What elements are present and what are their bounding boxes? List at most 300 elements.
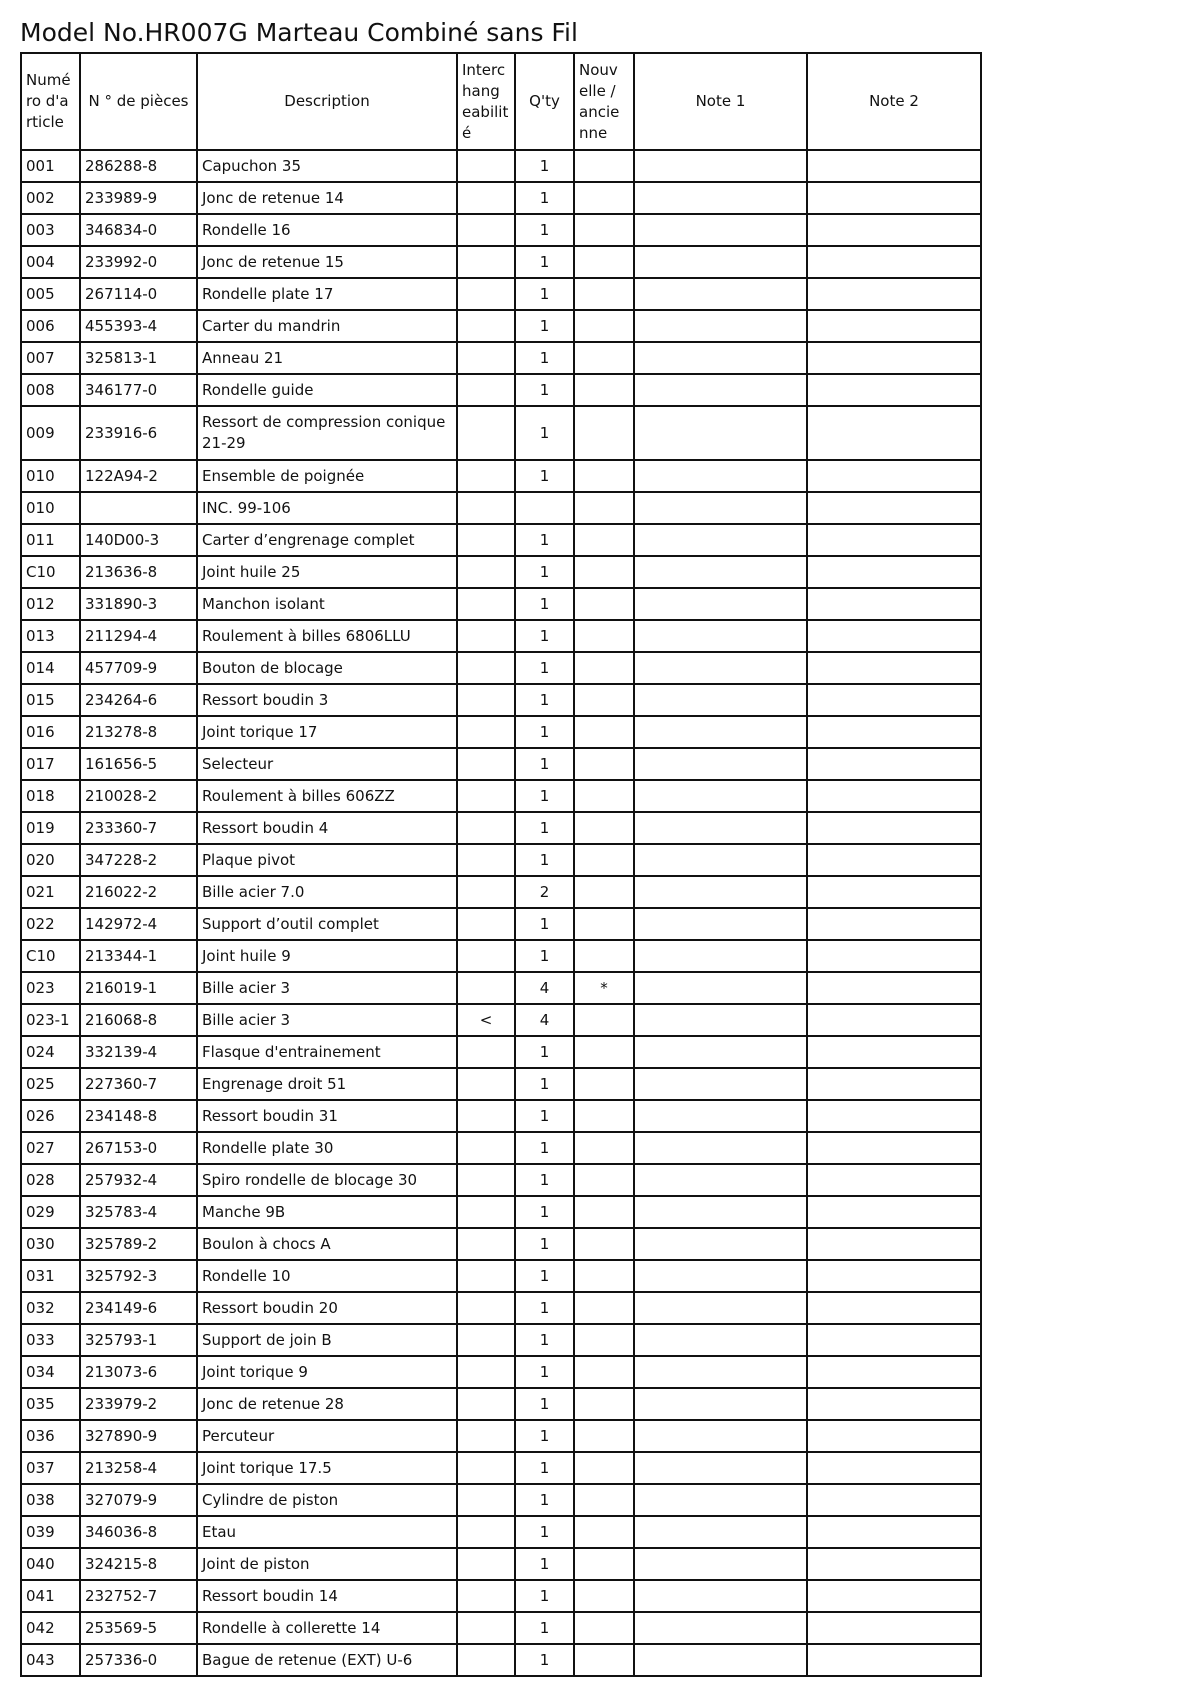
cell-note-2 (807, 492, 981, 524)
cell-note-1 (634, 1100, 807, 1132)
header-new-old: Nouv elle / ancie nne (574, 53, 634, 150)
cell-item-number: 006 (21, 310, 80, 342)
cell-note-1 (634, 1228, 807, 1260)
cell-item-number: 005 (21, 278, 80, 310)
cell-part-number: 325783-4 (80, 1196, 197, 1228)
table-row (21, 406, 981, 460)
cell-note-2 (807, 1132, 981, 1164)
cell-part-number: 234264-6 (80, 684, 197, 716)
table-row (21, 780, 981, 812)
cell-note-1 (634, 588, 807, 620)
cell-item-number: 038 (21, 1484, 80, 1516)
cell-description: Boulon à chocs A (197, 1228, 457, 1260)
cell-quantity: 1 (515, 1484, 574, 1516)
cell-quantity: 1 (515, 406, 574, 460)
cell-new-old (574, 780, 634, 812)
cell-note-2 (807, 716, 981, 748)
cell-part-number: 210028-2 (80, 780, 197, 812)
table-row (21, 214, 981, 246)
cell-description: Bouton de blocage (197, 652, 457, 684)
cell-note-1 (634, 1644, 807, 1676)
table-row (21, 876, 981, 908)
cell-note-2 (807, 1548, 981, 1580)
header-note-1: Note 1 (634, 53, 807, 150)
cell-description: Etau (197, 1516, 457, 1548)
cell-description: Support de join B (197, 1324, 457, 1356)
cell-item-number: 002 (21, 182, 80, 214)
cell-description: Bille acier 3 (197, 972, 457, 1004)
cell-quantity: 2 (515, 876, 574, 908)
cell-part-number: 213278-8 (80, 716, 197, 748)
cell-new-old (574, 1196, 634, 1228)
cell-quantity: 1 (515, 524, 574, 556)
cell-quantity: 1 (515, 1228, 574, 1260)
cell-part-number: 327079-9 (80, 1484, 197, 1516)
cell-description: Support d’outil complet (197, 908, 457, 940)
cell-note-2 (807, 1612, 981, 1644)
cell-part-number: 257932-4 (80, 1164, 197, 1196)
cell-quantity: 1 (515, 1260, 574, 1292)
cell-note-2 (807, 876, 981, 908)
cell-new-old (574, 588, 634, 620)
cell-new-old (574, 492, 634, 524)
cell-note-1 (634, 374, 807, 406)
cell-interchangeability (457, 844, 515, 876)
cell-note-1 (634, 310, 807, 342)
cell-description: Bille acier 3 (197, 1004, 457, 1036)
cell-interchangeability (457, 1068, 515, 1100)
table-row (21, 246, 981, 278)
cell-note-1 (634, 1356, 807, 1388)
cell-interchangeability (457, 278, 515, 310)
cell-note-2 (807, 1516, 981, 1548)
cell-note-1 (634, 908, 807, 940)
cell-interchangeability (457, 182, 515, 214)
cell-part-number: 253569-5 (80, 1612, 197, 1644)
cell-part-number: 346036-8 (80, 1516, 197, 1548)
cell-description: Joint huile 25 (197, 556, 457, 588)
cell-note-1 (634, 246, 807, 278)
table-row (21, 310, 981, 342)
cell-new-old (574, 716, 634, 748)
cell-description: Joint huile 9 (197, 940, 457, 972)
table-row (21, 150, 981, 182)
cell-new-old (574, 908, 634, 940)
cell-description: Ressort boudin 3 (197, 684, 457, 716)
cell-part-number: 233916-6 (80, 406, 197, 460)
cell-note-2 (807, 652, 981, 684)
cell-part-number: 267153-0 (80, 1132, 197, 1164)
cell-new-old: * (574, 972, 634, 1004)
table-row (21, 1036, 981, 1068)
cell-item-number: 025 (21, 1068, 80, 1100)
cell-note-2 (807, 1164, 981, 1196)
cell-item-number: 016 (21, 716, 80, 748)
cell-note-1 (634, 684, 807, 716)
cell-quantity: 1 (515, 150, 574, 182)
cell-part-number: 211294-4 (80, 620, 197, 652)
cell-new-old (574, 182, 634, 214)
table-row (21, 1484, 981, 1516)
cell-quantity: 1 (515, 908, 574, 940)
cell-item-number: 039 (21, 1516, 80, 1548)
cell-new-old (574, 1132, 634, 1164)
cell-item-number: 011 (21, 524, 80, 556)
cell-new-old (574, 556, 634, 588)
cell-part-number: 232752-7 (80, 1580, 197, 1612)
cell-description: Capuchon 35 (197, 150, 457, 182)
cell-part-number: 267114-0 (80, 278, 197, 310)
cell-item-number: C10 (21, 940, 80, 972)
cell-item-number: 008 (21, 374, 80, 406)
cell-description: INC. 99-106 (197, 492, 457, 524)
cell-new-old (574, 1260, 634, 1292)
cell-description: Ressort boudin 20 (197, 1292, 457, 1324)
cell-part-number: 233360-7 (80, 812, 197, 844)
cell-interchangeability (457, 1292, 515, 1324)
cell-part-number: 216019-1 (80, 972, 197, 1004)
cell-item-number: 037 (21, 1452, 80, 1484)
cell-item-number: 001 (21, 150, 80, 182)
cell-note-1 (634, 182, 807, 214)
cell-part-number: 227360-7 (80, 1068, 197, 1100)
cell-quantity: 1 (515, 182, 574, 214)
table-row (21, 1644, 981, 1676)
cell-new-old (574, 876, 634, 908)
cell-item-number: 034 (21, 1356, 80, 1388)
cell-quantity: 1 (515, 1452, 574, 1484)
cell-description: Anneau 21 (197, 342, 457, 374)
cell-item-number: 015 (21, 684, 80, 716)
cell-description: Flasque d'entrainement (197, 1036, 457, 1068)
cell-new-old (574, 310, 634, 342)
cell-item-number: 014 (21, 652, 80, 684)
cell-item-number: 029 (21, 1196, 80, 1228)
cell-interchangeability (457, 652, 515, 684)
cell-note-2 (807, 620, 981, 652)
cell-item-number: 042 (21, 1612, 80, 1644)
cell-quantity: 1 (515, 780, 574, 812)
cell-part-number: 347228-2 (80, 844, 197, 876)
cell-interchangeability (457, 1356, 515, 1388)
cell-quantity: 1 (515, 342, 574, 374)
cell-note-2 (807, 812, 981, 844)
cell-item-number: 022 (21, 908, 80, 940)
table-row (21, 556, 981, 588)
table-header-row (21, 53, 981, 150)
cell-note-1 (634, 1196, 807, 1228)
table-row (21, 1324, 981, 1356)
cell-new-old (574, 1388, 634, 1420)
cell-note-2 (807, 150, 981, 182)
cell-interchangeability (457, 374, 515, 406)
cell-description: Selecteur (197, 748, 457, 780)
table-row (21, 972, 981, 1004)
cell-part-number: 233989-9 (80, 182, 197, 214)
cell-description: Rondelle plate 17 (197, 278, 457, 310)
cell-note-2 (807, 1036, 981, 1068)
cell-quantity: 1 (515, 716, 574, 748)
cell-note-1 (634, 278, 807, 310)
cell-part-number: 216068-8 (80, 1004, 197, 1036)
cell-note-2 (807, 1324, 981, 1356)
cell-new-old (574, 1452, 634, 1484)
table-row (21, 278, 981, 310)
cell-note-2 (807, 1484, 981, 1516)
cell-part-number: 455393-4 (80, 310, 197, 342)
cell-item-number: 041 (21, 1580, 80, 1612)
cell-note-2 (807, 684, 981, 716)
cell-interchangeability (457, 940, 515, 972)
table-row (21, 1452, 981, 1484)
cell-item-number: 024 (21, 1036, 80, 1068)
cell-interchangeability: < (457, 1004, 515, 1036)
cell-item-number: 010 (21, 492, 80, 524)
cell-note-2 (807, 780, 981, 812)
cell-item-number: 012 (21, 588, 80, 620)
cell-interchangeability (457, 406, 515, 460)
cell-quantity: 1 (515, 1068, 574, 1100)
table-row (21, 1068, 981, 1100)
cell-quantity: 4 (515, 1004, 574, 1036)
cell-interchangeability (457, 972, 515, 1004)
cell-note-1 (634, 1132, 807, 1164)
cell-interchangeability (457, 812, 515, 844)
cell-quantity: 1 (515, 1100, 574, 1132)
header-interchangeability: Interc hang eabilit é (457, 53, 515, 150)
cell-quantity: 1 (515, 684, 574, 716)
cell-description: Bille acier 7.0 (197, 876, 457, 908)
cell-new-old (574, 1580, 634, 1612)
cell-interchangeability (457, 1196, 515, 1228)
cell-note-2 (807, 278, 981, 310)
cell-part-number: 216022-2 (80, 876, 197, 908)
table-row (21, 716, 981, 748)
cell-note-1 (634, 940, 807, 972)
cell-quantity: 1 (515, 1036, 574, 1068)
cell-quantity (515, 492, 574, 524)
cell-interchangeability (457, 716, 515, 748)
header-part-number: N ° de pièces (80, 53, 197, 150)
parts-table-body (21, 150, 981, 1676)
table-row (21, 1228, 981, 1260)
table-row (21, 1388, 981, 1420)
cell-part-number: 325793-1 (80, 1324, 197, 1356)
cell-note-2 (807, 1196, 981, 1228)
cell-description: Carter du mandrin (197, 310, 457, 342)
cell-new-old (574, 748, 634, 780)
cell-description: Ressort boudin 14 (197, 1580, 457, 1612)
cell-note-1 (634, 716, 807, 748)
cell-description: Carter d’engrenage complet (197, 524, 457, 556)
cell-part-number: 213073-6 (80, 1356, 197, 1388)
cell-part-number: 346834-0 (80, 214, 197, 246)
cell-note-2 (807, 342, 981, 374)
cell-new-old (574, 1516, 634, 1548)
cell-interchangeability (457, 246, 515, 278)
cell-note-2 (807, 748, 981, 780)
cell-quantity: 1 (515, 812, 574, 844)
cell-quantity: 1 (515, 310, 574, 342)
header-note-2: Note 2 (807, 53, 981, 150)
cell-note-2 (807, 844, 981, 876)
cell-quantity: 1 (515, 1612, 574, 1644)
cell-item-number: 030 (21, 1228, 80, 1260)
cell-item-number: 043 (21, 1644, 80, 1676)
cell-part-number: 346177-0 (80, 374, 197, 406)
cell-interchangeability (457, 342, 515, 374)
cell-description: Roulement à billes 6806LLU (197, 620, 457, 652)
cell-interchangeability (457, 1644, 515, 1676)
cell-part-number: 324215-8 (80, 1548, 197, 1580)
cell-part-number: 257336-0 (80, 1644, 197, 1676)
cell-note-2 (807, 406, 981, 460)
cell-note-2 (807, 1580, 981, 1612)
cell-quantity: 1 (515, 1292, 574, 1324)
cell-item-number: 003 (21, 214, 80, 246)
cell-note-1 (634, 620, 807, 652)
cell-description: Percuteur (197, 1420, 457, 1452)
cell-part-number: 325813-1 (80, 342, 197, 374)
cell-interchangeability (457, 876, 515, 908)
cell-interchangeability (457, 620, 515, 652)
cell-note-1 (634, 1164, 807, 1196)
cell-interchangeability (457, 1420, 515, 1452)
cell-note-1 (634, 1548, 807, 1580)
cell-quantity: 1 (515, 374, 574, 406)
cell-new-old (574, 652, 634, 684)
cell-new-old (574, 1068, 634, 1100)
cell-interchangeability (457, 310, 515, 342)
cell-quantity: 1 (515, 278, 574, 310)
cell-item-number: 027 (21, 1132, 80, 1164)
cell-quantity: 1 (515, 1644, 574, 1676)
cell-item-number: 010 (21, 460, 80, 492)
cell-note-2 (807, 1228, 981, 1260)
cell-quantity: 1 (515, 1548, 574, 1580)
cell-item-number: 032 (21, 1292, 80, 1324)
cell-interchangeability (457, 1452, 515, 1484)
table-row (21, 812, 981, 844)
cell-note-1 (634, 342, 807, 374)
cell-interchangeability (457, 150, 515, 182)
cell-note-1 (634, 812, 807, 844)
table-row (21, 1004, 981, 1036)
cell-description: Rondelle 16 (197, 214, 457, 246)
table-row (21, 1292, 981, 1324)
cell-note-2 (807, 1292, 981, 1324)
table-row (21, 374, 981, 406)
cell-note-1 (634, 1484, 807, 1516)
cell-note-1 (634, 1580, 807, 1612)
cell-new-old (574, 1036, 634, 1068)
cell-note-1 (634, 1516, 807, 1548)
cell-note-1 (634, 844, 807, 876)
cell-note-1 (634, 1452, 807, 1484)
cell-interchangeability (457, 1516, 515, 1548)
cell-note-2 (807, 1004, 981, 1036)
cell-new-old (574, 1612, 634, 1644)
cell-description: Jonc de retenue 14 (197, 182, 457, 214)
table-row (21, 652, 981, 684)
cell-interchangeability (457, 460, 515, 492)
cell-interchangeability (457, 214, 515, 246)
cell-note-2 (807, 310, 981, 342)
cell-new-old (574, 278, 634, 310)
cell-note-1 (634, 1260, 807, 1292)
cell-note-2 (807, 972, 981, 1004)
parts-table (20, 52, 982, 1677)
cell-part-number (80, 492, 197, 524)
cell-interchangeability (457, 524, 515, 556)
cell-interchangeability (457, 1228, 515, 1260)
table-row (21, 1580, 981, 1612)
cell-new-old (574, 406, 634, 460)
cell-part-number: 213258-4 (80, 1452, 197, 1484)
cell-note-2 (807, 374, 981, 406)
cell-new-old (574, 1420, 634, 1452)
cell-description: Engrenage droit 51 (197, 1068, 457, 1100)
table-row (21, 588, 981, 620)
table-row (21, 342, 981, 374)
cell-description: Jonc de retenue 15 (197, 246, 457, 278)
cell-new-old (574, 374, 634, 406)
table-row (21, 1164, 981, 1196)
cell-description: Joint torique 17.5 (197, 1452, 457, 1484)
table-row (21, 620, 981, 652)
cell-item-number: 036 (21, 1420, 80, 1452)
table-row (21, 748, 981, 780)
cell-part-number: 234149-6 (80, 1292, 197, 1324)
cell-part-number: 234148-8 (80, 1100, 197, 1132)
cell-note-2 (807, 1100, 981, 1132)
cell-note-2 (807, 214, 981, 246)
cell-interchangeability (457, 780, 515, 812)
cell-interchangeability (457, 1388, 515, 1420)
table-row (21, 1356, 981, 1388)
cell-quantity: 1 (515, 1356, 574, 1388)
cell-note-1 (634, 1420, 807, 1452)
cell-item-number: 018 (21, 780, 80, 812)
cell-quantity: 1 (515, 748, 574, 780)
cell-new-old (574, 1228, 634, 1260)
cell-new-old (574, 1548, 634, 1580)
cell-description: Ressort de compression conique 21-29 (197, 406, 457, 460)
cell-quantity: 1 (515, 1388, 574, 1420)
cell-item-number: 035 (21, 1388, 80, 1420)
cell-note-2 (807, 246, 981, 278)
cell-note-2 (807, 1452, 981, 1484)
table-row (21, 182, 981, 214)
cell-note-1 (634, 556, 807, 588)
cell-note-1 (634, 150, 807, 182)
cell-interchangeability (457, 1324, 515, 1356)
cell-quantity: 1 (515, 1420, 574, 1452)
cell-note-1 (634, 1292, 807, 1324)
cell-new-old (574, 524, 634, 556)
cell-item-number: 028 (21, 1164, 80, 1196)
cell-new-old (574, 1324, 634, 1356)
cell-item-number: 040 (21, 1548, 80, 1580)
cell-interchangeability (457, 492, 515, 524)
cell-new-old (574, 620, 634, 652)
cell-note-1 (634, 748, 807, 780)
cell-item-number: 013 (21, 620, 80, 652)
table-row (21, 1100, 981, 1132)
cell-new-old (574, 844, 634, 876)
cell-interchangeability (457, 1548, 515, 1580)
table-row (21, 1516, 981, 1548)
